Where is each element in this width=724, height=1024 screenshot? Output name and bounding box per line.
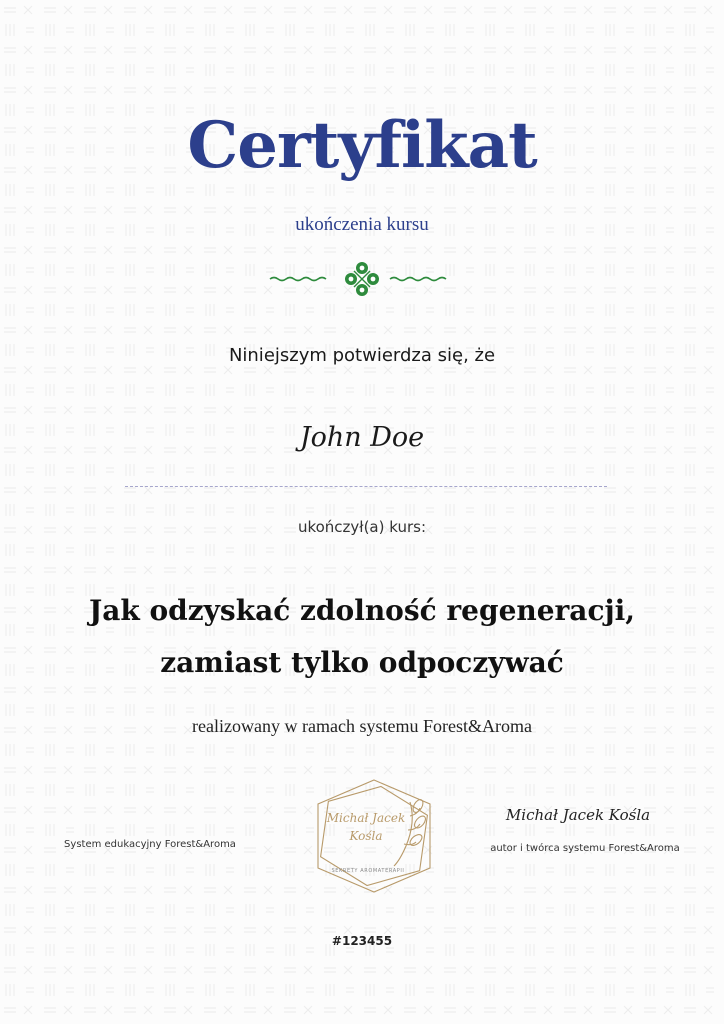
recipient-name: John Doe (299, 422, 425, 453)
name-underline (125, 486, 607, 487)
certificate-subtitle: ukończenia kursu (295, 214, 429, 235)
signature-role: autor i twórca systemu Forest&Aroma (490, 843, 680, 854)
course-title (40, 585, 684, 689)
signature-name: Michał Jacek Kośla (505, 806, 651, 824)
certificate-number: #123455 (331, 934, 393, 948)
author-seal-logo (306, 776, 442, 896)
seal-tagline: SEKRETY AROMATERAPII (331, 868, 405, 874)
seal-line-2: Kośla (349, 829, 383, 843)
course-title-line-1: Jak odzyskać zdolność regeneracji, (88, 594, 636, 627)
intro-text: Niniejszym potwierdza się, że (228, 345, 496, 366)
clover-ornament-icon (262, 256, 462, 302)
course-title-line-2: zamiast tylko odpoczywać (160, 646, 564, 679)
certificate-title: Certyfikat (187, 108, 537, 183)
completed-label: ukończył(a) kurs: (297, 518, 427, 536)
seal-line-1: Michał Jacek (326, 811, 406, 825)
issuer-label: System edukacyjny Forest&Aroma (64, 839, 236, 850)
realized-within-text: realizowany w ramach systemu Forest&Aroma (192, 716, 532, 736)
